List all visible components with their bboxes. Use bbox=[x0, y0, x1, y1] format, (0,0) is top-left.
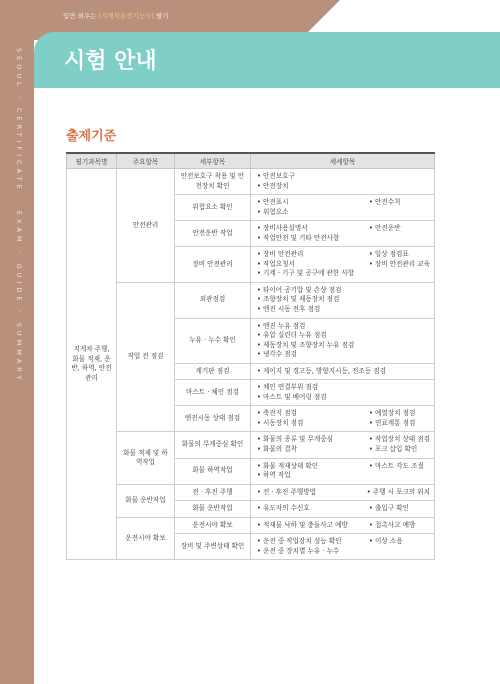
detail-item: • 안전보호구 bbox=[257, 172, 430, 182]
detail-cell bbox=[251, 195, 435, 221]
detail-item: • 하역 작업 bbox=[257, 471, 369, 481]
detail-item: • 타이어 공기압 및 손상 점검 bbox=[257, 286, 430, 296]
detail-list bbox=[369, 462, 430, 481]
detail-list bbox=[257, 462, 369, 481]
detail-item: • 마스트 및 베어링 점검 bbox=[257, 393, 430, 403]
detail-cell bbox=[251, 517, 435, 534]
detail-cell bbox=[251, 169, 435, 195]
table-row bbox=[67, 169, 435, 195]
detail-cell bbox=[251, 484, 435, 501]
detail-list bbox=[257, 322, 430, 360]
detail-item: • 축전지 점검 bbox=[257, 409, 369, 419]
exam-criteria-table bbox=[66, 152, 435, 560]
detail-list bbox=[257, 286, 430, 315]
table-row bbox=[67, 282, 435, 318]
header-cell: 필기과목명 bbox=[67, 153, 117, 169]
table-header-row bbox=[67, 153, 435, 169]
table-row bbox=[67, 517, 435, 534]
detail-item: • 조향장치 및 제동장치 점검 bbox=[257, 295, 430, 305]
detail-cell bbox=[251, 380, 435, 406]
header-cell: 세세항목 bbox=[251, 153, 435, 169]
sub-item-cell: 누유 · 누수 확인 bbox=[175, 318, 251, 363]
detail-list bbox=[369, 537, 430, 556]
subject-cell: 지게차 주행, 화물 적재, 운반, 하역, 안전관리 bbox=[67, 169, 117, 560]
detail-list bbox=[257, 224, 369, 243]
sub-item-cell: 안전보호구 착용 및 안전장치 확인 bbox=[175, 169, 251, 195]
detail-list bbox=[369, 504, 430, 514]
detail-item: • 냉각수 점검 bbox=[257, 350, 430, 360]
detail-item: • 위험요소 bbox=[257, 208, 369, 218]
header-highlight: [지게차운전기능사] bbox=[98, 12, 154, 20]
detail-list bbox=[257, 250, 369, 279]
detail-list bbox=[257, 488, 367, 498]
running-header bbox=[63, 11, 168, 20]
detail-item: • 안전장치 bbox=[257, 182, 430, 192]
detail-item: • 마스트 각도 조절 bbox=[369, 462, 430, 472]
detail-item: • 작업장치 상태 점검 bbox=[369, 435, 430, 445]
table-row bbox=[67, 484, 435, 501]
detail-item: • 시동장치 점검 bbox=[257, 419, 369, 429]
detail-list bbox=[367, 488, 430, 498]
detail-item: • 안전표시 bbox=[257, 198, 369, 208]
detail-list bbox=[257, 409, 369, 428]
detail-item: • 안전운반 bbox=[369, 224, 430, 234]
detail-item: • 주행 시 포크의 위치 bbox=[367, 488, 430, 498]
detail-item: • 운전 중 작업장치 성능 확인 bbox=[257, 537, 369, 547]
detail-item: • 전 · 후진 주행방법 bbox=[257, 488, 367, 498]
detail-item: • 엔진 시동 전후 점검 bbox=[257, 305, 430, 315]
detail-cell bbox=[251, 318, 435, 363]
detail-list bbox=[369, 435, 430, 454]
detail-cell bbox=[251, 432, 435, 458]
detail-cell bbox=[251, 363, 435, 380]
detail-list bbox=[369, 409, 430, 428]
header-cell: 주요항목 bbox=[117, 153, 175, 169]
detail-cell bbox=[251, 534, 435, 560]
detail-cell bbox=[251, 282, 435, 318]
sub-item-cell: 장비 및 주변상태 확인 bbox=[175, 534, 251, 560]
detail-item: • 유압 실린더 누유 점검 bbox=[257, 331, 430, 341]
sub-item-cell: 화물의 무게중심 확인 bbox=[175, 432, 251, 458]
sub-item-cell: 외관점검 bbox=[175, 282, 251, 318]
section-title: 출제기준 bbox=[66, 129, 117, 144]
detail-list bbox=[257, 367, 430, 377]
detail-item: • 유도자의 수신호 bbox=[257, 504, 369, 514]
detail-item: • 화물의 종류 및 무게중심 bbox=[257, 435, 369, 445]
detail-item: • 접촉사고 예방 bbox=[369, 521, 430, 531]
detail-item: • 이상 소음 bbox=[369, 537, 430, 547]
detail-cell bbox=[251, 458, 435, 484]
detail-list bbox=[257, 537, 369, 556]
detail-item: • 작업요청서 bbox=[257, 260, 369, 270]
sub-item-cell: 계기판 점검 bbox=[175, 363, 251, 380]
table-body bbox=[67, 169, 435, 560]
detail-item: • 엔진 누유 점검 bbox=[257, 322, 430, 332]
sub-item-cell: 안전운반 작업 bbox=[175, 221, 251, 247]
side-vertical-text: SEOUL · CERTIFICATE · EXAM · GUIDE · SUMMARY bbox=[15, 48, 23, 384]
detail-item: • 제동장치 및 조향장치 누유 점검 bbox=[257, 341, 430, 351]
detail-list bbox=[257, 435, 369, 454]
detail-list bbox=[369, 521, 430, 531]
side-strip bbox=[0, 0, 34, 684]
detail-item: • 기계 · 기구 및 공구에 관한 사항 bbox=[257, 269, 369, 279]
main-item-cell: 운전시야 확보 bbox=[117, 517, 175, 560]
page-title: 시험 안내 bbox=[64, 49, 157, 74]
sub-item-cell: 화물 하역작업 bbox=[175, 458, 251, 484]
header-cell: 세부항목 bbox=[175, 153, 251, 169]
detail-list bbox=[369, 250, 430, 279]
detail-cell bbox=[251, 221, 435, 247]
detail-list bbox=[257, 172, 430, 191]
main-item-cell: 화물 운반작업 bbox=[117, 484, 175, 517]
main-item-cell: 안전관리 bbox=[117, 169, 175, 283]
detail-item: • 화물의 결착 bbox=[257, 445, 369, 455]
main-item-cell: 작업 전 점검 bbox=[117, 282, 175, 432]
detail-item: • 장비사용설명서 bbox=[257, 224, 369, 234]
detail-list bbox=[257, 383, 430, 402]
detail-item: • 체인 연결부위 점검 bbox=[257, 383, 430, 393]
detail-item: • 포크 삽입 확인 bbox=[369, 445, 430, 455]
detail-list bbox=[257, 521, 369, 531]
detail-cell bbox=[251, 501, 435, 518]
sub-item-cell: 화물 운반작업 bbox=[175, 501, 251, 518]
detail-item: • 운전 중 장치별 누유 · 누수 bbox=[257, 547, 369, 557]
detail-item: • 작업안전 및 기타 안전사항 bbox=[257, 234, 369, 244]
detail-item: • 장비 안전관리 bbox=[257, 250, 369, 260]
sub-item-cell: 엔진시동 상태 점검 bbox=[175, 406, 251, 432]
detail-item: • 연료계통 점검 bbox=[369, 419, 430, 429]
detail-cell bbox=[251, 247, 435, 283]
detail-list bbox=[257, 504, 369, 514]
sub-item-cell: 마스트 · 체인 점검 bbox=[175, 380, 251, 406]
sub-item-cell: 위험요소 확인 bbox=[175, 195, 251, 221]
detail-item: • 게이지 및 경고등, 방향지시등, 전조등 점검 bbox=[257, 367, 430, 377]
detail-item: • 화물 적재상태 확인 bbox=[257, 462, 369, 472]
detail-cell bbox=[251, 406, 435, 432]
title-banner bbox=[34, 32, 500, 88]
detail-item: • 안전수칙 bbox=[369, 198, 430, 208]
header-suffix: 필기 bbox=[153, 12, 169, 20]
sub-item-cell: 전 · 후진 주행 bbox=[175, 484, 251, 501]
detail-item: • 장비 안전관리 교육 bbox=[369, 260, 430, 270]
header-prefix: 입만 외우는 bbox=[63, 12, 99, 20]
detail-list bbox=[257, 198, 369, 217]
detail-item: • 일상 점검표 bbox=[369, 250, 430, 260]
detail-item: • 적재물 낙하 및 충돌사고 예방 bbox=[257, 521, 369, 531]
table-row bbox=[67, 432, 435, 458]
detail-list bbox=[369, 224, 430, 243]
detail-list bbox=[369, 198, 430, 217]
sub-item-cell: 운전시야 확보 bbox=[175, 517, 251, 534]
detail-item: • 출입구 확인 bbox=[369, 504, 430, 514]
sub-item-cell: 장비 안전관리 bbox=[175, 247, 251, 283]
main-item-cell: 화물 적재 및 하역작업 bbox=[117, 432, 175, 484]
detail-item: • 예열장치 점검 bbox=[369, 409, 430, 419]
